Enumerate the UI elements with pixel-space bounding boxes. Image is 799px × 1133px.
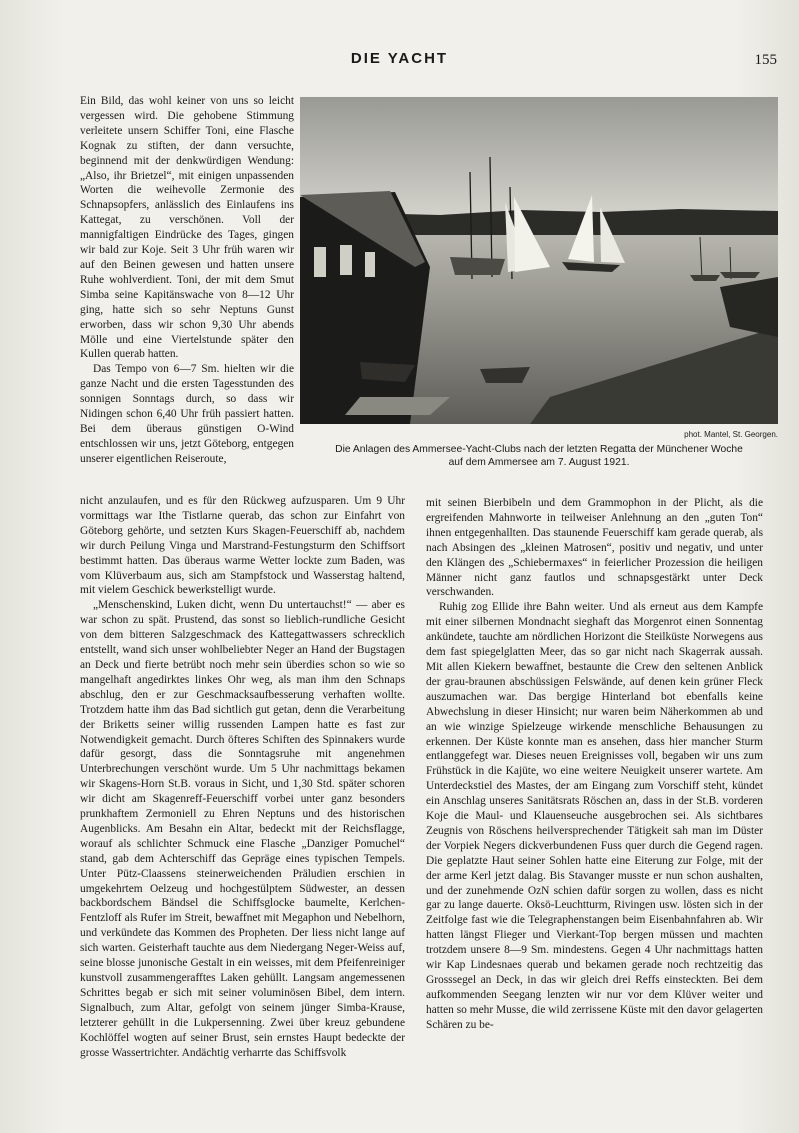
paragraph: „Menschenskind, Luken dicht, wenn Du untertauchst!“ — aber es war schon zu spät. Prustend, das sonst so lieblich-rundliche Gesicht von dem bitteren Salzgeschmack des Kattegattwassers schrecklich entstellt, wand sich unser wohlbeliebter Neger an Hand der Bugstagen an Deck und fierte betrübt noch mehr sein überdies schon so wie so mangelhaft angedirktes linkes Ohr weg, als man ihm den Schnaps abschlug, den er zur Geschmacksaufbesserung verhaften wollte. Trotzdem hatte ihm das Bad sichtlich gut getan, denn die Verarbeitung der Briketts seiner willig russenden Lampen hatte es fast zur Notwendigkeit gemacht. Durch öfteres Schiften des Spinnakers wurde dafür gesorgt, dass die Sonntagsruhe mit angenehmen Unterbrechungen verschönt wurde. Um 5 Uhr nachmittags bekamen wir Skagens-Horn St.B. voraus in Sicht, und 1,30 Std. später schoren wir dicht am Skagenreff-Feuerschiff vorbei unter ganz besonders prunkhaftem Zermoniell zu Ehren Neptuns und des historischen Augenblicks. Am Besahn ein Altar, bedeckt mit der Reichsflagge, worauf als schlichter Schmuck eine Flasche „Danziger Pomuchel“ stand, gab dem Achterschiff das Gepräge eines typischen Tempels. Unter Pütz-Claassens steinerweichenden Präludien erschien in umgekehrtem Oelzeug und hochgestülptem Südwester, an dessen backbordschem Bändsel die Schiffsglocke baumelte, Kerlchen-Fentzloff als Rufer im Streit, bewaffnet mit Megaphon und Nebelhorn, und verkündete das Kommen des Propheten. Der liess nicht lange auf sich warten. Geisterhaft tauchte aus dem Niedergang Neger-Weiss auf, seine blosse junonische Gestalt in ein weisses, mit dem Pfeifenreiniger kunstvoll zusammengerafftes Laken gehüllt. Langsam angemessenen Schrittes begab er sich mit seiner voluminösen Bibel, dem intern. Signalbuch, zum Altar, gefolgt von seinem jünger Simba-Krause, letzterer gehüllt in die Lukpersenning. Zwei über kreuz gebundene Kochlöffel wogten auf seiner Brust, sein ernstes Haupt bedeckte der grosse Wassertrichter. Andächtig verharrte das Schiffsvolk: [80, 599, 405, 1059]
photo-figure: [300, 97, 778, 424]
left-column: [80, 494, 405, 1060]
caption-line: auf dem Ammersee am 7. August 1921.: [448, 457, 630, 468]
paragraph: Ein Bild, das wohl keiner von uns so leicht vergessen wird. Die gehobene Stimmung verleitete unsern Schiffer Toni, eine Flasche Kognak zu stiften, der dann versuchte, beginnend mit der denkwürdigen Wendung: „Also, ihr Brietzel“, mit einigen unpassenden Worten die weihevolle Zermonie des Schnapsopfers, anlässlich des Einlaufens ins Kattegat, zu verschönen. Voll der mannigfaltigen Eindrücke des Tages, gingen wir bald zur Koje. Seit 3 Uhr früh waren wir auf den Beinen gewesen und hatten unsere Ruhe wohlverdient. Toni, der mit dem Smut Simba seine Kapitänswache von 8—12 Uhr ging, hatte sich so sehr Neptuns Gunst erworben, dass wir schon 9,30 Uhr abends Mölle und eine Viertelstunde später den Kullen querab hatten.: [80, 95, 294, 361]
photo-credit: phot. Mantel, St. Georgen.: [684, 430, 778, 439]
figure-caption: [300, 443, 778, 469]
paragraph: Das Tempo von 6—7 Sm. hielten wir die ganze Nacht und die ersten Tagesstunden des sonnigen Sonntags durch, so dass wir Nidingen schon 6,40 Uhr früh passiert hatten. Bei dem überaus günstigen O-Wind entschlossen wir uns, jetzt Göteborg, entgegen unserer eigentlichen Reiseroute,: [80, 363, 294, 465]
paragraph: mit seinen Bierbibeln und dem Grammophon in der Plicht, als die ergreifenden Mahnworte in teilweiser Anlehnung an den „guten Ton“ ihnen entgegenhallten. Das staunende Feuerschiff kam gerade querab, als nach Absingen des „kleinen Matrosen“, positiv und negativ, und unter den Klängen des „Schiebermaxes“ in feierlicher Prozession die heiligen Männer nicht ganz fautlos und schnapsgestärkt unter Deck verschwanden.: [426, 497, 763, 599]
page-number: 155: [754, 52, 777, 68]
harbor-photo-image: [300, 97, 778, 424]
paragraph: nicht anzulaufen, und es für den Rückweg aufzusparen. Um 9 Uhr vormittags war Ithe Tistlarne querab, das schon zur Einfahrt von Göteborg gehörte, und setzten Kurs Skagen-Feuerschiff ab, nachdem wir durch Peilung Vinga und Marstrand-Festungsturm den Schiffsort bestimmt hatten. Das überaus warme Wetter lockte zum Baden, was vom Klüverbaum aus, sich am Stampfstock und Wasserstag haltend, mit vielem Geschick bewerkstelligt wurde.: [80, 495, 405, 597]
left-column-top: [80, 94, 294, 467]
page-header: [0, 50, 799, 74]
caption-line: Die Anlagen des Ammersee-Yacht-Clubs nach der letzten Regatta der Münchener Woche: [335, 444, 743, 455]
journal-title: DIE YACHT: [350, 50, 449, 67]
right-column: [426, 496, 763, 1033]
paragraph: Ruhig zog Ellide ihre Bahn weiter. Und als erneut aus dem Kampfe mit einer silbernen Mondnacht sieghaft das Morgenrot einen Sonnentag ankündete, tauchte am nördlichen Horizont die Steilküste Norwegens aus dem fast spiegelglatten Meer, das so gar nicht nach Skagerrak aussah. Mit allen Kiekern bewaffnet, bestaunte die Crew den seltenen Anblick der grau-braunen abschüssigen Felswände, auf denen kein grüner Fleck auszumachen war. Das bergige Hinterland bot ebenfalls keine Abwechslung in dieser Hinsicht; nur waren beim Näherkommen ab und an wie winzige Spielzeuge wirkende menschliche Behausungen zu erkennen. Der Küste konnte man es ansehen, dass hier mancher Sturm entlanggefegt war. Dieses neuen Ereignisses voll, begaben wir uns zum Frühstück in die Kajüte, wo eine weitere Neuigkeit unserer wartete. Am Unterdeckstiel des Mastes, der am Eingang zum Vorschiff steht, kündet ein Anschlag unseres Sanitätsrats Röschen an, dass in der St.B. vorderen Koje die Maul- und Klauenseuche ausgebrochen sei. Als sichtbares Zeugnis von Röschens heilversprechender Tätigkeit sah man im Düster der Vorpiek Negers dickverbundenen Fuss quer durch die Gegend ragen. Die geplatzte Haut seiner Sohlen hatte eine Eiterung zur Folge, mit der der arme Kerl jetzt dalag. Bis Stavanger musste er nun schon aushalten, und der zunehmende OzN schien dafür sorgen zu wollen, dass es nicht gar zu lange dauerte. Oksö-Leuchtturm, Rivingen usw. lösten sich in der Zeitfolge fast wie die Telegraphenstangen beim Eisenbahnfahren ab. Wir hatten längst Flieger und Vierkant-Top bergen müssen und machten trotzdem unsere 8—9 Sm. mindestens. Gegen 4 Uhr nachmittags hatten wir Kap Lindesnaes querab und bekamen gerade noch rechtzeitig das Grosssegel an Deck, in das wir gleich drei Reffs einsteckten. Bei dem aufkommenden Seegang lenzten wir nur vor dem Klüver weiter und hatten so mehr Musse, die wild zerrissene Küste mit den davor gelagerten Schären zu be-: [426, 601, 763, 1031]
